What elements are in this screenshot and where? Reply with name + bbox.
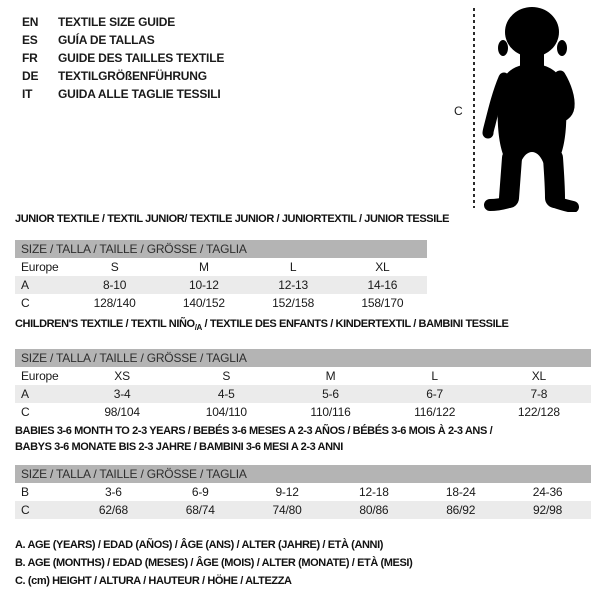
language-list <box>22 13 224 103</box>
title-text: / TEXTILE DES ENFANTS / KINDERTEXTIL / BAMBINI TESSILE <box>201 318 509 330</box>
table-cell: 62/68 <box>98 503 128 517</box>
babies-table-title <box>15 423 591 455</box>
footnotes <box>15 536 412 590</box>
language-label: GUIDA ALLE TAGLIE TESSILI <box>58 87 221 101</box>
table-cell: 10-12 <box>189 278 219 292</box>
row-label: A <box>21 278 29 292</box>
junior-table-title: JUNIOR TEXTILE / TEXTIL JUNIOR/ TEXTILE JUNIOR / JUNIORTEXTIL / JUNIOR TESSILE <box>15 213 450 225</box>
height-measure-dashed-line <box>473 8 475 208</box>
table-cell: S <box>222 369 231 384</box>
language-label: TEXTILGRÖßENFÜHRUNG <box>58 69 207 83</box>
table-cell: 6-9 <box>191 485 209 499</box>
table-row <box>15 294 427 312</box>
table-cell: 104/110 <box>205 405 247 420</box>
row-label: B <box>21 485 29 499</box>
table-row <box>15 483 591 501</box>
language-code: DE <box>22 69 39 83</box>
language-code: IT <box>22 87 33 101</box>
junior-size-table <box>15 240 427 312</box>
table-cell: 158/170 <box>361 296 404 310</box>
row-label: A <box>21 387 29 402</box>
row-label: C <box>21 405 30 420</box>
table-row <box>15 403 591 421</box>
childrens-table-title <box>15 318 591 334</box>
title-text: CHILDREN'S TEXTILE / TEXTIL NIÑO <box>15 318 195 330</box>
table-cell: 116/122 <box>414 405 456 420</box>
table-cell: 3-4 <box>113 387 131 402</box>
row-label: Europe <box>21 260 59 274</box>
table-row <box>15 385 591 403</box>
toddler-silhouette-icon <box>482 6 580 212</box>
table-cell: XS <box>114 369 130 384</box>
table-cell: 4-5 <box>217 387 235 402</box>
table-cell: 140/152 <box>182 296 225 310</box>
table-cell: 24-36 <box>532 485 563 499</box>
table-cell: 14-16 <box>367 278 398 292</box>
table-cell: L <box>289 260 297 274</box>
table-cell: XL <box>531 369 547 384</box>
table-row <box>15 276 427 294</box>
table-cell: 8-10 <box>103 278 127 292</box>
baby-figure-area <box>440 0 600 216</box>
table-cell: XL <box>375 260 390 274</box>
language-code: ES <box>22 33 38 47</box>
row-label: C <box>21 296 30 310</box>
language-row-it <box>22 85 224 103</box>
table-cell: 12-18 <box>359 485 389 499</box>
footnote-c-height: C. (cm) HEIGHT / ALTURA / HAUTEUR / HÖHE / ALTEZZA <box>15 575 292 587</box>
row-label: C <box>21 503 30 517</box>
table-cell: 74/80 <box>272 503 302 517</box>
table-cell: 86/92 <box>446 503 476 517</box>
table-cell: 80/86 <box>359 503 389 517</box>
table-row <box>15 258 427 276</box>
table-cell: 6-7 <box>426 387 444 402</box>
table-cell: 7-8 <box>530 387 548 402</box>
table-cell: 12-13 <box>278 278 308 292</box>
language-row-fr <box>22 49 224 67</box>
language-label: TEXTILE SIZE GUIDE <box>58 15 176 29</box>
height-c-label: C <box>454 104 463 118</box>
babies-size-table <box>15 465 591 519</box>
table-cell: 5-6 <box>322 387 339 402</box>
table-cell: 68/74 <box>185 503 215 517</box>
childrens-textile-section <box>15 318 591 421</box>
table-cell: 122/128 <box>517 405 560 420</box>
language-row-de <box>22 67 224 85</box>
language-row-es <box>22 31 224 49</box>
table-cell: M <box>198 260 209 274</box>
footnote-b-age-months: B. AGE (MONTHS) / EDAD (MESES) / ÂGE (MOIS) / ALTER (MONATE) / ETÀ (MESI) <box>15 557 413 569</box>
language-row-en <box>22 13 224 31</box>
table-cell: 128/140 <box>93 296 136 310</box>
babies-textile-section <box>15 423 591 519</box>
title-line-1: BABIES 3-6 MONTH TO 2-3 YEARS / BEBÉS 3-6 MESES A 2-3 AÑOS / BÉBÉS 3-6 MOIS À 2-3 ANS / <box>15 425 493 437</box>
table-cell: S <box>110 260 119 274</box>
childrens-size-table <box>15 349 591 421</box>
table-cell: 98/104 <box>104 405 140 420</box>
language-code: EN <box>22 15 39 29</box>
table-cell: 18-24 <box>445 485 476 499</box>
table-row <box>15 367 591 385</box>
language-label: GUÍA DE TALLAS <box>58 33 155 47</box>
table-cell: 152/158 <box>272 296 315 310</box>
table-cell: 110/116 <box>310 405 351 420</box>
table-cell: L <box>431 369 438 384</box>
size-header-bar: SIZE / TALLA / TAILLE / GRÖSSE / TAGLIA <box>15 465 591 483</box>
junior-textile-section <box>15 213 450 312</box>
table-cell: 3-6 <box>105 485 122 499</box>
row-label: Europe <box>21 369 59 384</box>
title-line-2: BABYS 3-6 MONATE BIS 2-3 JAHRE / BAMBINI 3-6 MESI A 2-3 ANNI <box>15 441 343 453</box>
size-header-bar: SIZE / TALLA / TAILLE / GRÖSSE / TAGLIA <box>15 240 427 258</box>
footnote-a-age-years: A. AGE (YEARS) / EDAD (AÑOS) / ÂGE (ANS) / ALTER (JAHRE) / ETÀ (ANNI) <box>15 539 383 551</box>
table-cell: 9-12 <box>275 485 299 499</box>
size-header-bar: SIZE / TALLA / TAILLE / GRÖSSE / TAGLIA <box>15 349 591 367</box>
language-code: FR <box>22 51 38 65</box>
table-row <box>15 501 591 519</box>
title-subscript: /A <box>194 323 202 333</box>
table-cell: M <box>325 369 336 384</box>
table-cell: 92/98 <box>533 503 563 517</box>
language-label: GUIDE DES TAILLES TEXTILE <box>58 51 225 65</box>
